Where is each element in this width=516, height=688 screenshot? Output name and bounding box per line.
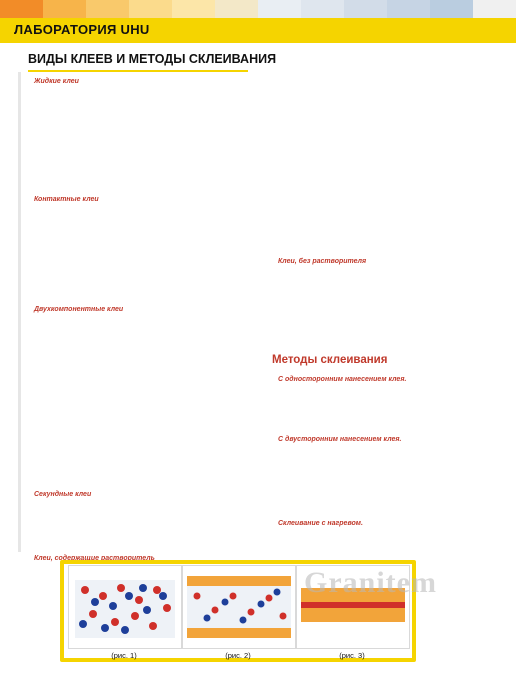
article-title: ВИДЫ КЛЕЕВ И МЕТОДЫ СКЛЕИВАНИЯ (28, 52, 277, 66)
color-block (387, 0, 430, 18)
subhead-solvent-glues: Клеи, содержащие растворитель (34, 555, 155, 562)
subhead-contact-glues: Контактные клеи (34, 196, 99, 203)
color-strip (0, 0, 516, 18)
color-block (172, 0, 215, 18)
section-title: ЛАБОРАТОРИЯ UHU (14, 22, 150, 37)
color-block (0, 0, 43, 18)
subhead-solventless-glues: Клеи, без растворителя (278, 258, 367, 265)
subhead-two-sided: С двусторонним нанесением клея. (278, 436, 402, 443)
figure-1-diagram (68, 565, 182, 649)
column-bar-left (18, 72, 21, 552)
color-block (43, 0, 86, 18)
color-block (473, 0, 516, 18)
figure-2-diagram (182, 565, 296, 649)
title-underline (28, 70, 248, 72)
adhesive-layer-icon (183, 566, 295, 648)
molecules-icon (69, 566, 181, 648)
methods-title: Методы склеивания (272, 354, 388, 366)
watermark: Granitem (304, 566, 437, 599)
color-block (215, 0, 258, 18)
subhead-two-component-glues: Двухкомпонентные клеи (34, 306, 124, 313)
figure-3-caption: (рис. 3) (339, 651, 365, 660)
color-block (344, 0, 387, 18)
subhead-instant-glues: Секундные клеи (34, 491, 92, 498)
color-block (86, 0, 129, 18)
figure-1-caption: (рис. 1) (111, 651, 137, 660)
subhead-heated-bonding: Склеивание с нагревом. (278, 520, 363, 527)
section-band (0, 18, 516, 43)
color-block (129, 0, 172, 18)
figure-2-caption: (рис. 2) (225, 651, 251, 660)
color-block (430, 0, 473, 18)
color-block (301, 0, 344, 18)
subhead-one-sided: С односторонним нанесением клея. (278, 376, 407, 383)
color-block (258, 0, 301, 18)
subhead-liquid-glues: Жидкие клеи (34, 78, 79, 85)
